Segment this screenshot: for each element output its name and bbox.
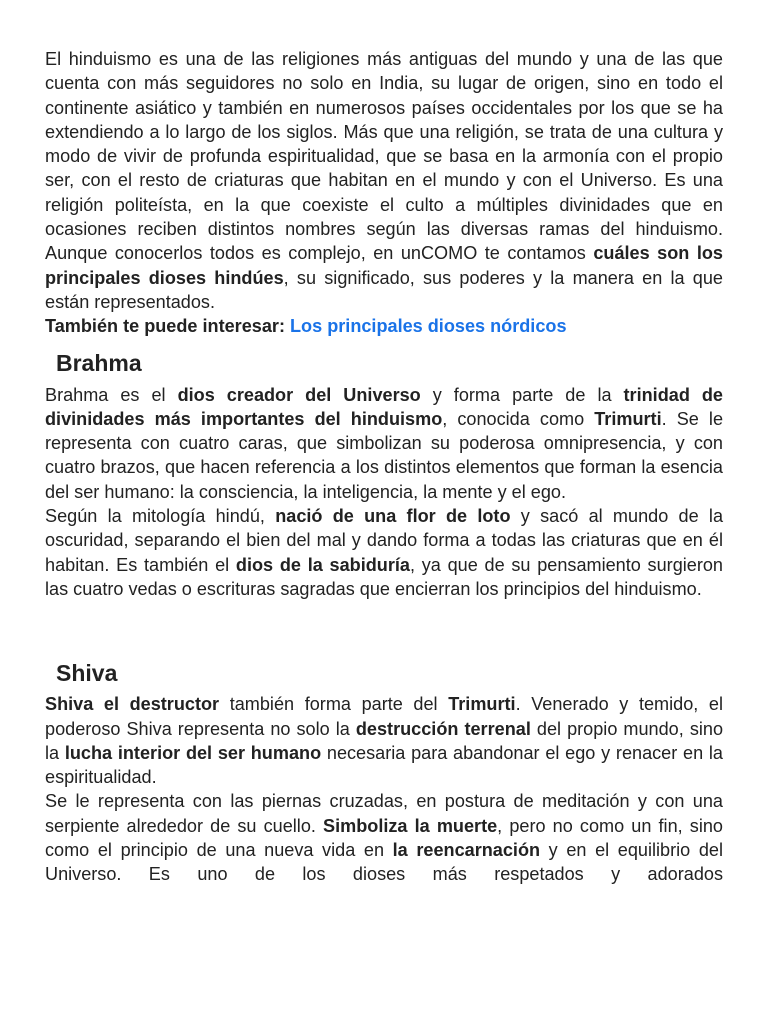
related-article-label: También te puede interesar: bbox=[45, 316, 290, 337]
intro-text-a: El hinduismo es una de las religiones más antiguas del mundo y una de las que cuenta con más seguidores no solo en India, su lugar de origen, sino en todo el continente asiático y también en numerosos países occidentales por los que se ha extendiendo a lo largo de los siglos. Más que una religión, se trata de una cultura y modo de vivir de profunda espiritualidad, que se basa en la armonía con el propio ser, con el resto de criaturas que habitan en el mundo y con el Universo. Es una religión politeísta, en la que coexiste el culto a múltiples divinidades que en ocasiones reciben distintos nombres según las diversas ramas del hinduismo. Aunque conocerlos todos es complejo, en unCOMO te contamos bbox=[45, 49, 723, 264]
shiva-paragraph-1 bbox=[45, 692, 723, 789]
brahma-p1-text: . Se le representa con cuatro caras, que simbolizan su poderosa omnipresencia, y con cuatro brazos, que hacen referencia a los distintos elementos que forman la esencia del ser humano: la consciencia, la inteligencia, la mente y el ego. bbox=[45, 408, 724, 502]
shiva-p1-text: necesaria para abandonar el ego y renacer en la espiritualidad. bbox=[45, 742, 723, 788]
brahma-p2-text: Según la mitología hindú, bbox=[45, 506, 276, 527]
brahma-p1-bold: Trimurti bbox=[594, 408, 662, 429]
shiva-p1-bold: Shiva el destructor bbox=[45, 694, 220, 715]
intro-paragraph bbox=[45, 47, 723, 314]
section-heading-shiva: Shiva bbox=[56, 660, 118, 687]
brahma-p1-bold: trinidad de divinidades más importantes del hinduismo bbox=[45, 384, 723, 429]
intro-bold-gods: cuáles son los principales dioses hindúes bbox=[45, 243, 723, 288]
brahma-p2-bold: dios de la sabiduría bbox=[235, 554, 410, 575]
article-body bbox=[45, 47, 723, 887]
shiva-p2-bold: Simboliza la muerte bbox=[323, 815, 498, 836]
brahma-p2-text: , ya que de su pensamiento surgieron las cuatro vedas o escrituras sagradas que encierran los principios del hinduismo. bbox=[45, 554, 723, 599]
shiva-p2-text: Se le representa con las piernas cruzadas, en postura de meditación y con una serpiente alrededor de su cuello. bbox=[45, 791, 723, 836]
shiva-p1-bold: lucha interior del ser humano bbox=[64, 742, 322, 763]
shiva-paragraph-2 bbox=[45, 789, 723, 886]
intro-text-b: , su significado, sus poderes y la manera en la que están representados. bbox=[45, 267, 723, 312]
brahma-p1-bold: dios creador del Universo bbox=[177, 384, 421, 405]
shiva-p2-text: , pero no como un fin, sino como el principio de una nueva vida en bbox=[45, 815, 723, 861]
shiva-p1-bold: Trimurti bbox=[448, 694, 516, 715]
related-article-line bbox=[45, 314, 723, 338]
shiva-p2-text: y en el equilibrio del Universo. Es uno de los dioses más respetados y adorados bbox=[45, 840, 723, 885]
brahma-p2-text: y sacó al mundo de la oscuridad, separando el bien del mal y dando forma a todas las criaturas que en él habitan. Es también el bbox=[45, 506, 724, 575]
shiva-p1-text: . Venerado y temido, el poderoso Shiva representa no solo la bbox=[45, 694, 723, 739]
related-article-link[interactable]: Los principales dioses nórdicos bbox=[290, 316, 567, 337]
brahma-p1-text: y forma parte de la bbox=[420, 384, 624, 405]
brahma-paragraph-1 bbox=[45, 383, 723, 504]
brahma-p1-text: Brahma es el bbox=[45, 384, 178, 405]
shiva-p2-bold: la reencarnación bbox=[392, 840, 541, 861]
brahma-paragraph-2 bbox=[45, 504, 723, 601]
section-heading-brahma: Brahma bbox=[56, 349, 142, 376]
brahma-p1-text: , conocida como bbox=[442, 408, 595, 429]
shiva-p1-text: también forma parte del bbox=[219, 694, 449, 715]
shiva-p1-text: del propio mundo, sino la bbox=[45, 718, 724, 763]
brahma-p2-bold: nació de una flor de loto bbox=[275, 506, 511, 527]
shiva-p1-bold: destrucción terrenal bbox=[355, 718, 531, 739]
